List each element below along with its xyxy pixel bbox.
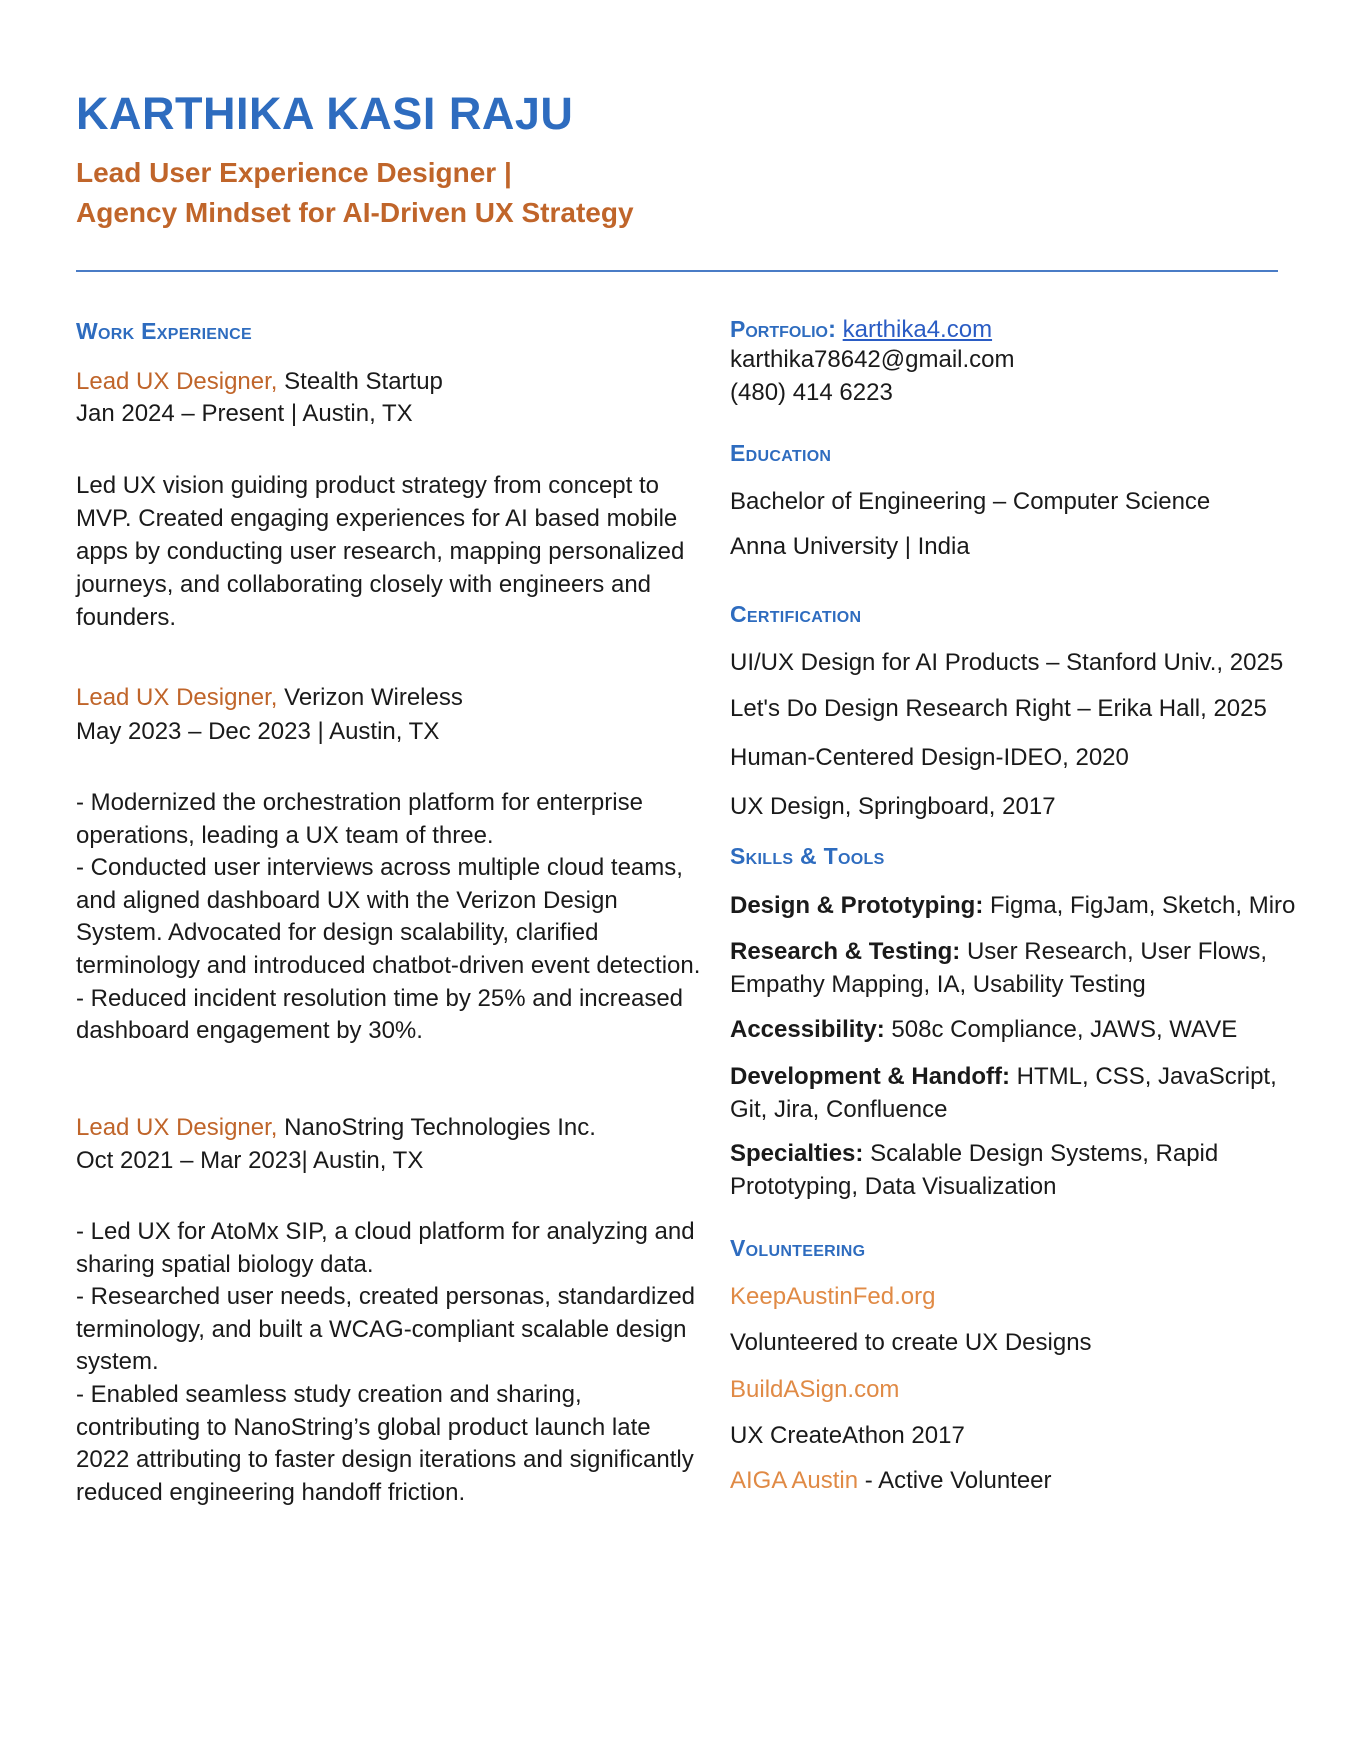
title-line-1: Lead User Experience Designer | <box>76 157 512 188</box>
certification-item: UI/UX Design for AI Products – Stanford Univ., 2025 <box>730 649 1284 676</box>
job-1-title <box>76 366 443 398</box>
volunteer-org-1: KeepAustinFed.org <box>730 1283 936 1310</box>
volunteer-org-2: BuildASign.com <box>730 1376 900 1403</box>
job-3-bullet-3: - Enabled seamless study creation and sharing, contributing to NanoString’s global product launch late 2022 attributing to faster design iterations and significantly reduced engineering handoff friction. <box>76 1380 694 1506</box>
education-degree: Bachelor of Engineering – Computer Science <box>730 488 1211 515</box>
job-2-bullet-1: - Modernized the orchestration platform for enterprise operations, leading a UX team of three. <box>76 789 643 849</box>
job-2-title <box>76 682 463 714</box>
skill-value: 508c Compliance, JAWS, WAVE <box>884 1016 1238 1043</box>
job-2-bullet-2: - Conducted user interviews across multiple cloud teams, and aligned dashboard UX with the Verizon Design System. Advocated for design scalability, clarified terminology and introduced chatbot-driven event detection. <box>76 854 701 979</box>
header-divider <box>76 270 1278 272</box>
skill-item <box>730 1013 1300 1046</box>
job-2-role: Lead UX Designer, <box>76 684 278 711</box>
skill-label: Development & Handoff: <box>730 1063 1011 1090</box>
job-3-bullet-2: - Researched user needs, created personas, standardized terminology, and built a WCAG-compliant scalable design system. <box>76 1283 696 1376</box>
volunteer-org-3: AIGA Austin <box>730 1467 859 1494</box>
education-heading: Education <box>730 440 832 466</box>
volunteer-desc-2: UX CreateAthon 2017 <box>730 1422 965 1449</box>
portfolio-label: Portfolio <box>730 316 828 342</box>
candidate-name: KARTHIKA KASI RAJU <box>76 88 574 139</box>
portfolio-line <box>730 313 992 346</box>
skill-item <box>730 935 1300 1001</box>
job-1-role: Lead UX Designer, <box>76 368 278 395</box>
skill-value: Figma, FigJam, Sketch, Miro <box>983 892 1296 919</box>
job-3-bullets <box>76 1216 701 1509</box>
certification-heading: Certification <box>730 601 862 627</box>
volunteer-line-3 <box>730 1465 1052 1497</box>
skill-value: User Research, User Flows, Empathy Mapping, IA, Usability Testing <box>730 938 1268 998</box>
job-3-role: Lead UX Designer, <box>76 1114 278 1141</box>
portfolio-link[interactable]: karthika4.com <box>842 316 993 343</box>
skill-item <box>730 1060 1300 1126</box>
skill-label: Research & Testing: <box>730 938 961 965</box>
job-1-summary: Led UX vision guiding product strategy from concept to MVP. Created engaging experiences for AI based mobile apps by conducting user research, mapping personalized journeys, and collaborating closely with engineers and founders. <box>76 472 685 631</box>
skill-label: Design & Prototyping: <box>730 892 984 919</box>
volunteer-desc-1: Volunteered to create UX Designs <box>730 1329 1092 1356</box>
skill-item <box>730 1137 1300 1203</box>
portfolio-colon: : <box>828 316 836 343</box>
volunteering-heading: Volunteering <box>730 1235 866 1261</box>
job-3-title <box>76 1112 596 1144</box>
phone-text: (480) 414 6223 <box>730 379 893 406</box>
skill-label: Specialties: <box>730 1140 864 1167</box>
skill-item <box>730 889 1300 922</box>
job-3-dates: Oct 2021 – Mar 2023| Austin, TX <box>76 1147 424 1174</box>
job-2-dates: May 2023 – Dec 2023 | Austin, TX <box>76 718 440 745</box>
job-2-bullet-3: - Reduced incident resolution time by 25% and increased dashboard engagement by 30%. <box>76 984 684 1045</box>
volunteer-desc-3: - Active Volunteer <box>858 1467 1052 1494</box>
job-3-company: NanoString Technologies Inc. <box>277 1114 596 1141</box>
job-1-company: Stealth Startup <box>277 368 443 395</box>
certification-item: UX Design, Springboard, 2017 <box>730 793 1056 820</box>
skill-label: Accessibility: <box>730 1016 885 1043</box>
skill-value: HTML, CSS, JavaScript, Git, Jira, Confluence <box>730 1063 1277 1123</box>
skills-heading: Skills & Tools <box>730 843 885 869</box>
title-line-2: Agency Mindset for AI-Driven UX Strategy <box>76 197 634 228</box>
job-2-bullets <box>76 787 701 1048</box>
job-3-bullet-1: - Led UX for AtoMx SIP, a cloud platform for analyzing and sharing spatial biology data. <box>76 1218 695 1278</box>
email-text: karthika78642@gmail.com <box>730 346 1015 373</box>
certification-item: Human-Centered Design-IDEO, 2020 <box>730 744 1129 771</box>
job-1-dates: Jan 2024 – Present | Austin, TX <box>76 400 413 427</box>
certification-item: Let's Do Design Research Right – Erika Hall, 2025 <box>730 695 1267 722</box>
skill-value: Scalable Design Systems, Rapid Prototyping, Data Visualization <box>730 1140 1219 1200</box>
work-experience-heading: Work Experience <box>76 318 252 344</box>
education-school: Anna University | India <box>730 533 970 560</box>
job-2-company: Verizon Wireless <box>277 684 463 711</box>
